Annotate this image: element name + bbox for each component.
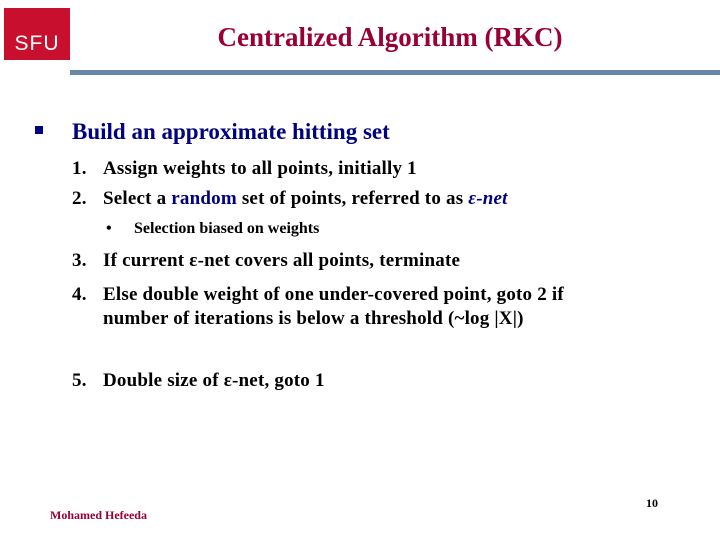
step-number: 2.: [72, 188, 87, 209]
step-text: set of points, referred to as: [236, 188, 469, 209]
main-bullet-text: Build an approximate hitting set: [72, 119, 390, 144]
step-text: Assign weights to all points, initially 1: [103, 158, 417, 179]
step-text: -net, goto 1: [232, 370, 325, 391]
step-1: [72, 158, 417, 180]
step-number: 3.: [72, 250, 87, 271]
step-number: 4.: [72, 284, 87, 305]
step-4: [72, 283, 564, 331]
step-2: [72, 188, 508, 210]
sfu-logo: [4, 8, 70, 60]
page-number: 10: [646, 496, 658, 510]
sub-bullet: [106, 220, 319, 238]
epsilon-symbol: ε: [189, 250, 198, 271]
bullet-dot: •: [106, 220, 112, 237]
highlight-random: random: [171, 188, 237, 209]
epsilon-symbol: ε: [223, 370, 233, 391]
sub-bullet-text: Selection biased on weights: [134, 220, 320, 237]
slide-title: Centralized Algorithm (RKC): [217, 22, 563, 52]
step-text: If current: [103, 250, 190, 271]
step-number: 1.: [72, 158, 87, 179]
step-text: -net covers all points, terminate: [197, 250, 461, 271]
step-text-line1: Else double weight of one under-covered point, goto 2 if: [103, 284, 564, 305]
logo-text: SFU: [14, 32, 60, 55]
step-3: [72, 250, 460, 272]
step-text-line2: number of iterations is below a threshold (~log |X|): [103, 308, 524, 329]
epsilon-net: ε-net: [468, 188, 508, 209]
footer-author: Mohamed Hefeeda: [50, 508, 147, 522]
step-text: Select a: [103, 188, 172, 209]
step-number: 5.: [72, 370, 87, 391]
title-divider: [70, 70, 720, 75]
step-text: Double size of: [103, 370, 224, 391]
square-bullet-icon: [35, 126, 43, 134]
step-5: [72, 370, 325, 392]
